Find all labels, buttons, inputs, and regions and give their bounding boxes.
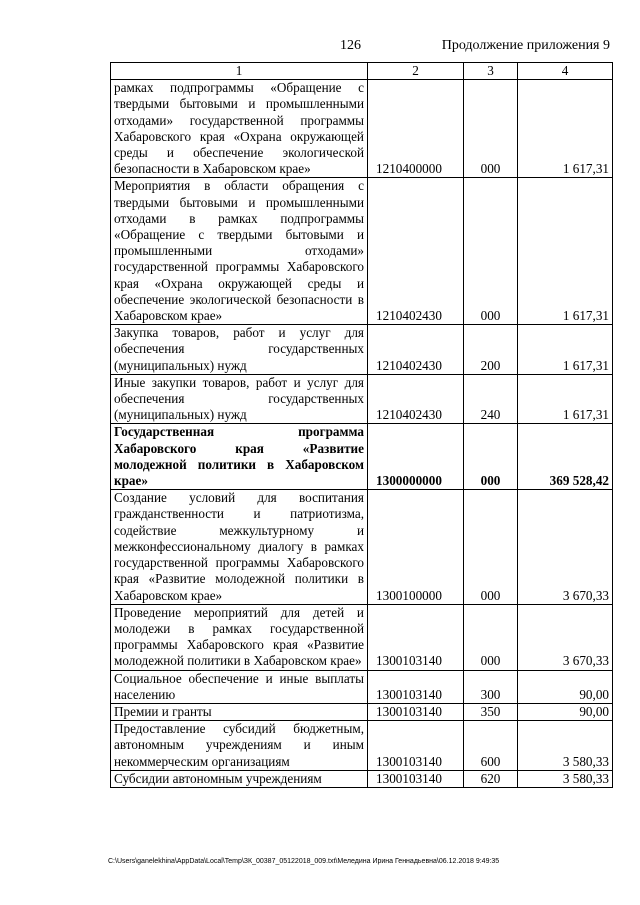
row-code-cell: 1210402430 <box>368 325 464 375</box>
row-code-cell: 1300103140 <box>368 721 464 771</box>
row-amount-cell: 3 580,33 <box>518 770 613 787</box>
row-code-cell: 1300100000 <box>368 490 464 604</box>
table-row <box>111 325 613 375</box>
row-name-cell: Премии и гранты <box>111 703 368 720</box>
row-name-cell: Иные закупки товаров, работ и услуг для обеспечения государственных (муниципальных) нужд <box>111 374 368 424</box>
row-amount-cell: 90,00 <box>518 670 613 703</box>
table-row <box>111 604 613 670</box>
row-code-cell: 1210402430 <box>368 374 464 424</box>
table-row <box>111 670 613 703</box>
table-row <box>111 424 613 490</box>
row-name-cell: Закупка товаров, работ и услуг для обеспечения государственных (муниципальных) нужд <box>111 325 368 375</box>
table-row <box>111 490 613 604</box>
continuation-label: Продолжение приложения 9 <box>441 38 610 53</box>
file-path-footer: C:\Users\ganelekhina\AppData\Local\Temp\ЗК_00387_05122018_009.txt\Меледина Ирина Геннадьевна\06.12.2018 9:49:35 <box>108 858 500 865</box>
table-row <box>111 721 613 771</box>
row-amount-cell: 3 670,33 <box>518 604 613 670</box>
row-name-cell: Мероприятия в области обращения с твердыми бытовыми и промышленными отходами в рамках подпрограммы «Обращение с твердыми бытовыми и промышленными отходами» государственной программы Хабаровского края «Охрана окружающей среды и обеспечение экологической безопасности в Хабаровском крае» <box>111 178 368 325</box>
row-amount-cell: 3 670,33 <box>518 490 613 604</box>
table-row <box>111 178 613 325</box>
column-header-2: 2 <box>368 63 464 80</box>
row-amount-cell: 1 617,31 <box>518 178 613 325</box>
row-type-cell: 600 <box>464 721 518 771</box>
row-type-cell: 350 <box>464 703 518 720</box>
column-header-4: 4 <box>518 63 613 80</box>
page-number: 126 <box>340 38 361 53</box>
row-type-cell: 620 <box>464 770 518 787</box>
row-type-cell: 200 <box>464 325 518 375</box>
row-type-cell: 300 <box>464 670 518 703</box>
row-name-cell: Социальное обеспечение и иные выплаты населению <box>111 670 368 703</box>
table-row <box>111 770 613 787</box>
budget-table <box>110 62 613 788</box>
row-name-cell: Предоставление субсидий бюджетным, автономным учреждениям и иным некоммерческим организациям <box>111 721 368 771</box>
row-code-cell: 1300103140 <box>368 770 464 787</box>
table-row <box>111 703 613 720</box>
row-code-cell: 1300103140 <box>368 670 464 703</box>
row-type-cell: 240 <box>464 374 518 424</box>
column-header-1: 1 <box>111 63 368 80</box>
row-name-cell: Проведение мероприятий для детей и молодежи в рамках государственной программы Хабаровского края «Развитие молодежной политики в Хабаровском крае» <box>111 604 368 670</box>
row-amount-cell: 369 528,42 <box>518 424 613 490</box>
row-amount-cell: 1 617,31 <box>518 325 613 375</box>
table-body <box>111 63 613 788</box>
row-type-cell: 000 <box>464 424 518 490</box>
row-type-cell: 000 <box>464 80 518 178</box>
row-code-cell: 1300000000 <box>368 424 464 490</box>
row-code-cell: 1300103140 <box>368 604 464 670</box>
row-code-cell: 1300103140 <box>368 703 464 720</box>
row-type-cell: 000 <box>464 604 518 670</box>
row-amount-cell: 3 580,33 <box>518 721 613 771</box>
row-name-cell: рамках подпрограммы «Обращение с твердыми бытовыми и промышленными отходами» государственной программы Хабаровского края «Охрана окружающей среды и обеспечение экологической безопасности в Хабаровском крае» <box>111 80 368 178</box>
table-row <box>111 80 613 178</box>
row-type-cell: 000 <box>464 490 518 604</box>
row-amount-cell: 1 617,31 <box>518 374 613 424</box>
table-row <box>111 374 613 424</box>
row-code-cell: 1210402430 <box>368 178 464 325</box>
row-name-cell: Создание условий для воспитания гражданственности и патриотизма, содействие межкультурному и межконфессиональному диалогу в рамках государственной программы Хабаровского края «Развитие молодежной политики в Хабаровском крае» <box>111 490 368 604</box>
row-amount-cell: 1 617,31 <box>518 80 613 178</box>
row-name-cell: Государственная программа Хабаровского края «Развитие молодежной политики в Хабаровском крае» <box>111 424 368 490</box>
row-amount-cell: 90,00 <box>518 703 613 720</box>
row-code-cell: 1210400000 <box>368 80 464 178</box>
table-header-row <box>111 63 613 80</box>
row-type-cell: 000 <box>464 178 518 325</box>
column-header-3: 3 <box>464 63 518 80</box>
row-name-cell: Субсидии автономным учреждениям <box>111 770 368 787</box>
